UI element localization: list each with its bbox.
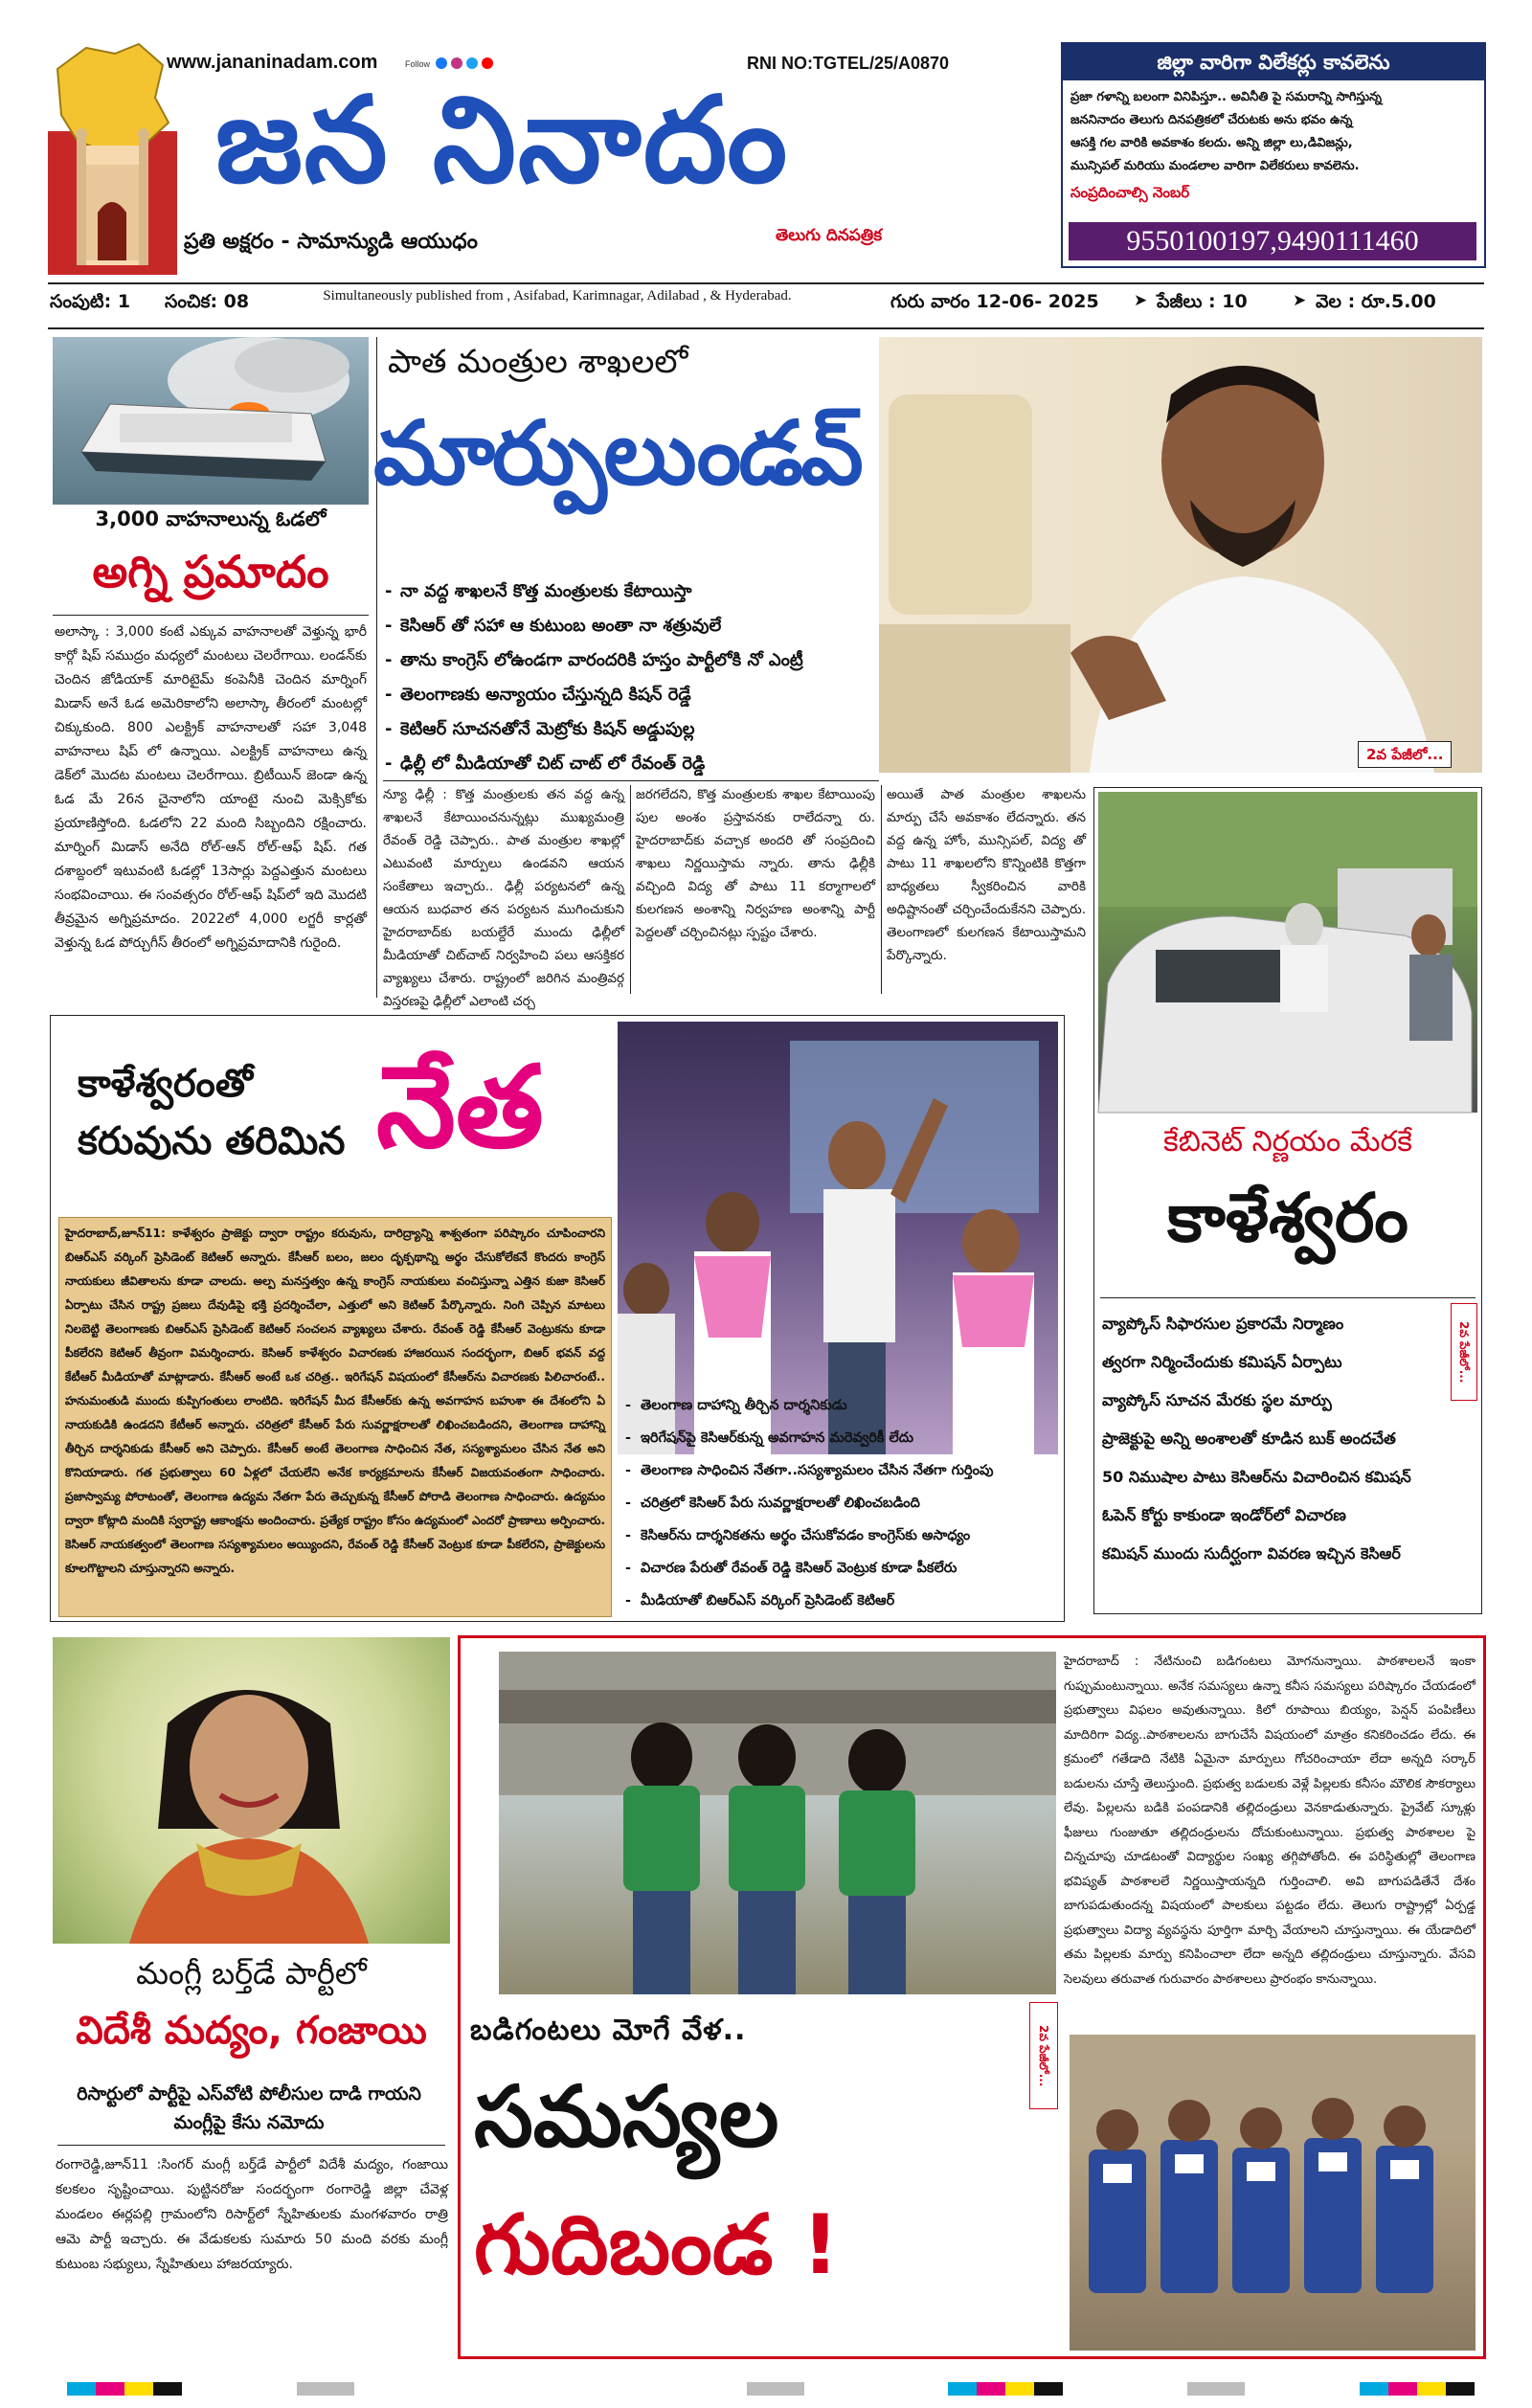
cmyk-strip-right xyxy=(1360,2382,1475,2396)
schools-head-line2: గుదిబండ ! xyxy=(474,2197,840,2293)
price: వెల : రూ.5.00 xyxy=(1316,291,1436,312)
netha-body-box xyxy=(58,1217,612,1617)
page-count: పేజీలు : 10 xyxy=(1157,291,1248,312)
netha-bullet: - చరిత్రలో కెసిఆర్ పేరు సువర్ణాక్షరాలతో లిఖించబడింది xyxy=(623,1487,1059,1519)
tagline: ప్రతి అక్షరం - సామాన్యుడి ఆయుధం xyxy=(184,230,478,254)
gray-patch xyxy=(1187,2382,1245,2396)
recruitment-ad xyxy=(1061,42,1486,268)
kcr-car-photo xyxy=(1098,792,1477,1113)
newspaper-title: జన నినాదం xyxy=(215,72,790,210)
rni-number: RNI NO:TGTEL/25/A0870 xyxy=(747,54,950,73)
mangli-deck: రిసార్టులో పార్టీపై ఎస్‌వోటి పోలీసుల దాడి గాయని మంగ్లీపై కేసు నమోదు xyxy=(77,2083,421,2133)
print-marks xyxy=(48,2382,1484,2401)
ad-heading: జిల్లా వారిగా విలేకర్లు కావలెను xyxy=(1063,44,1484,80)
ship-fire-photo xyxy=(53,337,369,505)
state-map-emblem xyxy=(48,40,177,275)
kaleshwaram-jump-tag[interactable]: 2వ పేజీలో... xyxy=(1451,1303,1477,1401)
lead-kicker: పాత మంత్రుల శాఖలలో xyxy=(388,343,688,381)
lead-bullet: - ఢిల్లీ లో మీడియాతో చిట్ చాట్ లో రేవంత్ రెడ్డి xyxy=(383,747,881,781)
arrow-icon: ➤ xyxy=(1293,291,1307,310)
mangli-photo xyxy=(53,1637,450,1944)
schools-head-line1: సమస్యల xyxy=(474,2067,779,2166)
lead-bullet: - నా వద్ద శాఖలనే కొత్త మంత్రులకు కేటాయిస్తా xyxy=(383,574,881,609)
youtube-icon[interactable] xyxy=(482,57,493,69)
ad-line: ప్రజా గళాన్ని బలంగా వినిపిస్తూ.. అవినీతి పై సమరాన్ని సాగిస్తున్న xyxy=(1070,90,1383,104)
lead-bullet: - తాను కాంగ్రెస్ లోఉండగా వారందరికి హస్తం పార్టీలోకి నో ఎంట్రీ xyxy=(383,643,881,678)
ad-line: జననినాదం తెలుగు దినపత్రికలో చేరుటకు అను భవం ఉన్న xyxy=(1070,113,1353,127)
schoolchildren-photo xyxy=(499,1652,1056,1994)
uniform-girls-photo xyxy=(1070,2035,1476,2351)
kaleshwaram-line: వ్యాప్కోస్ సూచన మేరకు స్థల మార్పు xyxy=(1102,1391,1332,1409)
instagram-icon[interactable] xyxy=(451,57,462,69)
ad-line: మున్సిపల్ మరియు మండలాల వారిగా విలేకరులు కావలెను. xyxy=(1070,159,1360,173)
kaleshwaram-line: వ్యాప్కోస్ సిఫారసుల ప్రకారమే నిర్మాణం xyxy=(1102,1315,1344,1333)
lead-bullet: - తెలంగాణకు అన్యాయం చేస్తున్నది కిషన్ రెడ్డే xyxy=(383,678,881,712)
fire-body: అలాస్కా : 3,000 కంటే ఎక్కువ వాహనాలతో వెళ్తున్న భారీ కార్గో షిప్ సముద్రం మధ్యలో మంటలు చెలరేగాయి. లండన్‌కు చెందిన జోడియాక్ మారిటైమ్ కంపెనీకి చెందిన మార్నింగ్ మిడాస్ అనే ఓడ అమెరికాలోని అలాస్కా తీరంలో మంటల్లో చిక్కుకుంది. 800 ఎలక్ట్రిక్ వాహనాలతో సహా 3,048 వాహనాలు షిప్ లో ఉన్నాయి. ఎలక్ట్రిక్ వాహనాలు ఉన్న డెక్‌లో మొదట మంటలు చెలరేగాయి. బ్రిటీయిన్ జెండా ఉన్న ఓడ మే 26న చైనాలోని యాంటై నుంచి మెక్సికోకు ప్రయాణిస్తోంది. ఓడలోని 22 మంది సిబ్బందిని రక్షించారు. మార్నింగ్ మిడాస్ అనేది రోల్-ఆన్ రోల్-ఆఫ్ షిప్. గత దశాబ్దంలో ఇటువంటి ఓడల్లో 13సార్లు పెద్దఎత్తున మంటలు సంభవించాయి. ఈ సంవత్సరం రోల్-ఆఫ్ షిప్‌లో ఇది మొదటి తీవ్రమైన అగ్నిప్రమాదం. 2022లో 4,000 లగ్జరీ కార్లతో వెళ్తున్న ఓడ పోర్చుగీస్ తీరంలో అగ్నిప్రమాదానికి గురైంది. xyxy=(55,624,367,951)
mangli-body: రంగారెడ్డి,జూన్11 :సింగర్ మంగ్లీ బర్త్‌డే పార్టీలో విదేశీ మద్యం, గంజాయి కలకలం సృష్టించాయి. పుట్టినరోజు సందర్భంగా రంగారెడ్డి జిల్లా చేవెళ్ల మండలం ఈర్లపల్లి గ్రామంలోని రిసార్ట్‌లో స్నేహితులకు మంగళవారం రాత్రి ఆమె పార్టీ ఇచ్చారు. ఈ వేడుకలకు సుమారు 50 మంది వరకు మంగ్లీ కుటుంబ సభ్యులు, స్నేహితులు హాజరయ్యారు. xyxy=(56,2157,448,2272)
netha-bullet: - మీడియాతో బిఆర్ఎస్ వర్కింగ్ ప్రెసిడెంట్ కెటిఆర్ xyxy=(623,1585,1059,1617)
netha-bullet: - ఇరిగేషన్‌పై కెసిఆర్‌కున్న అవగాహన మరెవ్వరికీ లేదు xyxy=(623,1422,1059,1454)
netha-bullet: - తెలంగాణ దాహాన్ని తీర్చిన దార్శనికుడు xyxy=(623,1389,1059,1422)
mangli-headline: విదేశీ మద్యం, గంజాయి xyxy=(76,2009,427,2053)
netha-head-line2: కరువును తరిమిన xyxy=(78,1119,346,1163)
publication-cities: Simultaneously published from , Asifabad, Karimnagar, Adilabad , & Hyderabad. xyxy=(323,288,792,304)
netha-bullet: - తెలంగాణ సాధించిన నేతగా..సస్యశ్యామలం చేసిన నేతగా గుర్తింపు xyxy=(623,1454,1059,1487)
lead-bullets xyxy=(383,574,881,781)
ad-contact-label: సంప్రదించాల్సి నెంబర్ xyxy=(1070,184,1190,201)
fire-kicker: 3,000 వాహనాలున్న ఓడలో xyxy=(95,507,327,530)
netha-big-word: నేత xyxy=(376,1041,544,1173)
lead-body-col2: జరగలేదని, కొత్త మంత్రులకు శాఖల కేటాయింపు పుల అంశం ప్రస్తావనకు రాలేదన్నా రు. హైదరాబాద్‌కు వచ్చాక అందరి తో సంప్రదించి శాఖలు నిర్ణయిస్తామ న్నారు. తాను ఢిల్లీకి వచ్చింది విద్య తో పాటు 11 కర్మాగాలలో కులగణన అంశాన్ని నిర్వహణ అంశాన్ని పార్టీ పెద్దలతో చర్చించినట్లు స్పష్టం చేశారు. xyxy=(636,787,875,940)
issue-number: సంచిక: 08 xyxy=(165,291,250,312)
kaleshwaram-line: ఓపెన్ కోర్టు కాకుండా ఇండోర్‌లో విచారణ xyxy=(1102,1506,1346,1524)
ad-phone-numbers[interactable]: 9550100197,9490111460 xyxy=(1069,222,1476,260)
netha-bullets xyxy=(623,1389,1059,1617)
ad-line: ఆసక్తి గల వారికి అవకాశం కలదు. అన్ని జిల్లా లు,డివిజన్లు, xyxy=(1070,136,1353,150)
follow-label: Follow xyxy=(405,59,431,69)
lead-bullet: - కెసిఆర్ తో సహా ఆ కుటుంబ అంతా నా శత్రువులే xyxy=(383,609,881,643)
issue-date: గురు వారం 12-06- 2025 xyxy=(890,291,1099,312)
kaleshwaram-line: త్వరగా నిర్మించేందుకు కమిషన్ ఏర్పాటు xyxy=(1102,1353,1342,1371)
schools-body: హైదరాబాద్ : నేటినుంచి బడిగంటలు మోగనున్నాయి. పాఠశాలలనే ఇంకా గుప్పుమంటున్నాయి. అనేక సమస్యలు ఉన్నా కనీస సమస్యలు పరిష్కారం చేయడంలో ప్రభుత్వాలు విఫలం అవుతున్నాయి. కిలో రూపాయి బియ్యం, పెన్షన్ పంపిణీలు మాదిరిగా విద్య..పాఠశాలలను బాగుచేసే విషయంలో మాత్రం కనికరించడం లేదు. ఈ క్రమంలో గతేడాది నేటికి ఏమైనా మార్పులు గోచరించాయా లేదా అన్నది సర్కార్ బడులను చూస్తే తెలుస్తుంది. ప్రభుత్వ బడులకు వెళ్లే పిల్లలకు కనీసం మౌలిక సౌకర్యాలు లేవు. పిల్లలను బడికి పంపడానికి తల్లిదండ్రులు వెనకాడుతున్నారు. ప్రైవేట్ స్కూళ్లు ఫీజులు గుంజుతూ తల్లిదండ్రులను దోచుకుంటున్నాయి. ప్రభుత్వ పాఠశాలల పై చిన్నచూపు చూడటంతో విద్యార్థుల సంఖ్య తగ్గిపోతోంది. ఈ పరిస్థితుల్లో తెలంగాణ భవిష్యత్ పాఠశాలలే నిర్ణయిస్తాయన్నది గుర్తించాలి. అవి బాగుపడితేనే దేశం బాగుపడుతుందన్న విషయంలో పాలకులు పట్టడం లేదు. తెలుగు రాష్ట్రాల్లో ఏర్పడ్డ ప్రభుత్వాలు విద్యా వ్యవస్థను పూర్తిగా మార్చి వేయాలని చూస్తున్నాయి. ఈ యేడాదిలో తమ పిల్లలకు మార్పు కనిపించాలా లేదా అన్నది తల్లిదండ్రులు చూస్తున్నారు. వేసవి సెలవులు తరువాత గురువారం పాఠశాలలు ప్రారంభం కానున్నాయి. xyxy=(1064,1654,1476,1987)
continued-tag[interactable]: 2వ పేజీలో... xyxy=(1358,741,1452,768)
arrow-icon: ➤ xyxy=(1134,291,1148,310)
schools-box xyxy=(458,1635,1486,2359)
subtitle: తెలుగు దినపత్రిక xyxy=(776,226,883,245)
lead-body-col3: అయితే పాత మంత్రుల శాఖలను మార్పు చేసే అవకాశం లేదన్నారు. తన వద్ద ఉన్న హోం, మున్సిపల్, విద్య తో పాటు 11 శాఖలలోని కొన్నింటికి కొత్తగా బాధ్యతలు స్వీకరించిన వారికి అధిష్టానంతో చర్చించేందుకేనని చెప్పారు. తెలంగాణలో కులగణన కేటాయిస్తామని పేర్కొన్నారు. xyxy=(887,787,1086,963)
cmyk-strip-left xyxy=(67,2382,182,2396)
gray-patch xyxy=(747,2382,804,2396)
lead-headline: మార్పులుండవ్ xyxy=(373,402,861,505)
kaleshwaram-kicker: కేబినెట్ నిర్ణయం మేరకే xyxy=(1163,1125,1412,1159)
schools-kicker: బడిగంటలు మోగే వేళ.. xyxy=(470,2014,747,2047)
kaleshwaram-line: 50 నిముషాల పాటు కెసిఆర్‌ను విచారించిన కమిషన్ xyxy=(1102,1468,1411,1486)
kaleshwaram-line: కమిషన్ ముందు సుదీర్ఘంగా వివరణ ఇచ్చిన కెసిఆర్ xyxy=(1102,1544,1401,1563)
netha-bullet: - విచారణ పేరుతో రేవంత్ రెడ్డి కెసిఆర్ వెంట్రుక కూడా పీకలేరు xyxy=(623,1552,1059,1585)
volume-number: సంపుటి: 1 xyxy=(50,291,131,312)
netha-box xyxy=(50,1015,1065,1622)
dateline xyxy=(48,285,1484,328)
cmyk-strip-mid xyxy=(948,2382,1063,2396)
netha-bullet: - కెసిఆర్‌ను దార్శనికతను అర్థం చేసుకోవడం కాంగ్రెస్‌కు అసాధ్యం xyxy=(623,1519,1059,1552)
twitter-icon[interactable] xyxy=(466,57,478,69)
netha-head-line1: కాళేశ్వరంతో xyxy=(78,1062,253,1106)
mangli-kicker: మంగ్లీ బర్త్‌డే పార్టీలో xyxy=(136,1955,367,1992)
website-link[interactable]: www.jananinadam.com xyxy=(167,52,378,73)
schools-jump-tag[interactable]: 2వ పేజీలో... xyxy=(1029,2002,1058,2109)
gray-patch xyxy=(297,2382,354,2396)
kaleshwaram-box xyxy=(1093,787,1482,1614)
facebook-icon[interactable] xyxy=(436,57,447,69)
lead-bullet: - కెటిఆర్ సూచనతోనే మెట్రోకు కిషన్ అడ్డుపుల్ల xyxy=(383,712,881,747)
chief-minister-photo xyxy=(879,337,1482,773)
lead-body-col1: న్యూ ఢిల్లీ : కొత్త మంత్రులకు తన వద్ద ఉన్న శాఖలనే కేటాయించనున్నట్లు ముఖ్యమంత్రి రేవంత్ రెడ్డి చెప్పారు.. పాత మంత్రుల శాఖల్లో ఎటువంటి మార్పులు ఉండవని ఆయన సంకేతాలు ఇచ్చారు.. ఢిల్లీ పర్యటనలో ఉన్న ఆయన బుధవార తన పర్యటన ముగించుకుని హైదరాబాద్‌కు బయల్దేరే ముందు ఢిల్లీలో మీడియాతో చిట్‌చాట్ నిర్వహించి పలు ఆసక్తికర వ్యాఖ్యలు చేశారు. రాష్ట్రంలో జరిగిన మంత్రివర్గ విస్తరణపై ఢిల్లీలో ఎలాంటి చర్చ xyxy=(383,787,624,1009)
kaleshwaram-headline: కాళేశ్వరం xyxy=(1167,1179,1408,1257)
netha-body: హైదరాబాద్,జూన్11: కాళేశ్వరం ప్రాజెక్టు ద్వారా రాష్ట్రం కరువును, దారిద్ర్యాన్ని శాశ్వతంగా పరిష్కారం చూపించారని బిఆర్‌ఎస్ వర్కింగ్ ప్రెసిడెంట్ కెటిఆర్ అన్నారు. కేసీఆర్ బలం, జలం దృక్పథాన్ని అర్థం చేసుకోలేకనే కొందరు కాంగ్రెస్ నాయకులు జీవితాలను కూడా చాలదు. అల్ప మనస్తత్వం ఉన్న కాంగ్రెస్ నాయకులు వంచిస్తున్నా ఎత్తిన కుజా కెసిఆర్ ఏర్పాటు చేసిన రాష్ట్ర ప్రజలు దేవుడిపై భక్తి ప్రదర్శించేలా, ఎత్తులో అని కెటిఆర్ పేర్కొన్నారు. నింగి చెప్పిన మాటలు నిలబెట్టి తెలంగాణకు బిఆర్‌ఎస్ ప్రెసిడెంట్ కెటిఆర్ సంచలన వ్యాఖ్యలు చేశారు. రేవంత్ రెడ్డి కేసీఆర్ వెంట్రుకను కూడా పీకలేరని కెటిఆర్ తీవ్రంగా విమర్శించారు. కెసిఆర్ కాళేశ్వరం విచారణకు హాజరయిన సందర్భంగా, బిఆర్ భవన్ వద్ద కేటీఆర్ మీడియాతో మాట్లాడారు. కేసీఆర్ అంటే ఒక చరిత్ర.. ఇరిగేషన్ విషయంలో కేసీఆర్‌ను విచారణకు పిలిచారంటే.. హనుమంతుడి ముందు కుప్పిగంతులు లాంటిది. ఇరిగేషన్ మీద కేసీఆర్‌కు ఉన్న అవగాహన బహుశా ఈ దేశంలోని ఏ నాయకుడికి ఉండదని కేటీఆర్ అన్నారు. చరిత్రలో కేసీఆర్ పేరు సువర్ణాక్షరాలతో లిఖించబడిందని, తెలంగాణ దాహాన్ని తీర్చిన దార్శనికుడు కేసీఆర్ అని చెప్పారు. కేసీఆర్ అంటే తెలంగాణ సాధించిన నేత, సస్యశ్యామలం చేసిన నేత అని కొనియాడారు. గత ప్రభుత్వాలు 60 ఏళ్లలో చేయలేని అనేక కార్యక్రమాలను కేసీఆర్ విజయవంతంగా సాధించారు. ప్రజాస్వామ్య పోరాటంతో, తెలంగాణ ఉద్యమ నేతగా పేరు తెచ్చుకున్న కేసీఆర్ పోరాడి తెలంగాణ సాధించారు. ఉద్యమం ద్వారా కోట్లాది మందికి స్వరాష్ట్ర ఆకాంక్షను అందించారు. ప్రత్యేక రాష్ట్రం కోసం ఉద్యమంలో ఎందరో ప్రాణాలు అర్పించారు. కెసిఆర్ నాయకత్వంలో తెలంగాణ సస్యశ్యామలం అయ్యిందని, రేవంత్ రెడ్డి కేసీఆర్ వెంట్రుక కూడా పీకలేరని, ప్రాజెక్టులను కూలగొట్టాలని చూస్తున్నారని అన్నారు. xyxy=(65,1227,605,1575)
kaleshwaram-line: ప్రాజెక్టుపై అన్ని అంశాలతో కూడిన బుక్ అందచేత xyxy=(1102,1429,1396,1448)
fire-headline: అగ్ని ప్రమాదం xyxy=(92,546,329,597)
